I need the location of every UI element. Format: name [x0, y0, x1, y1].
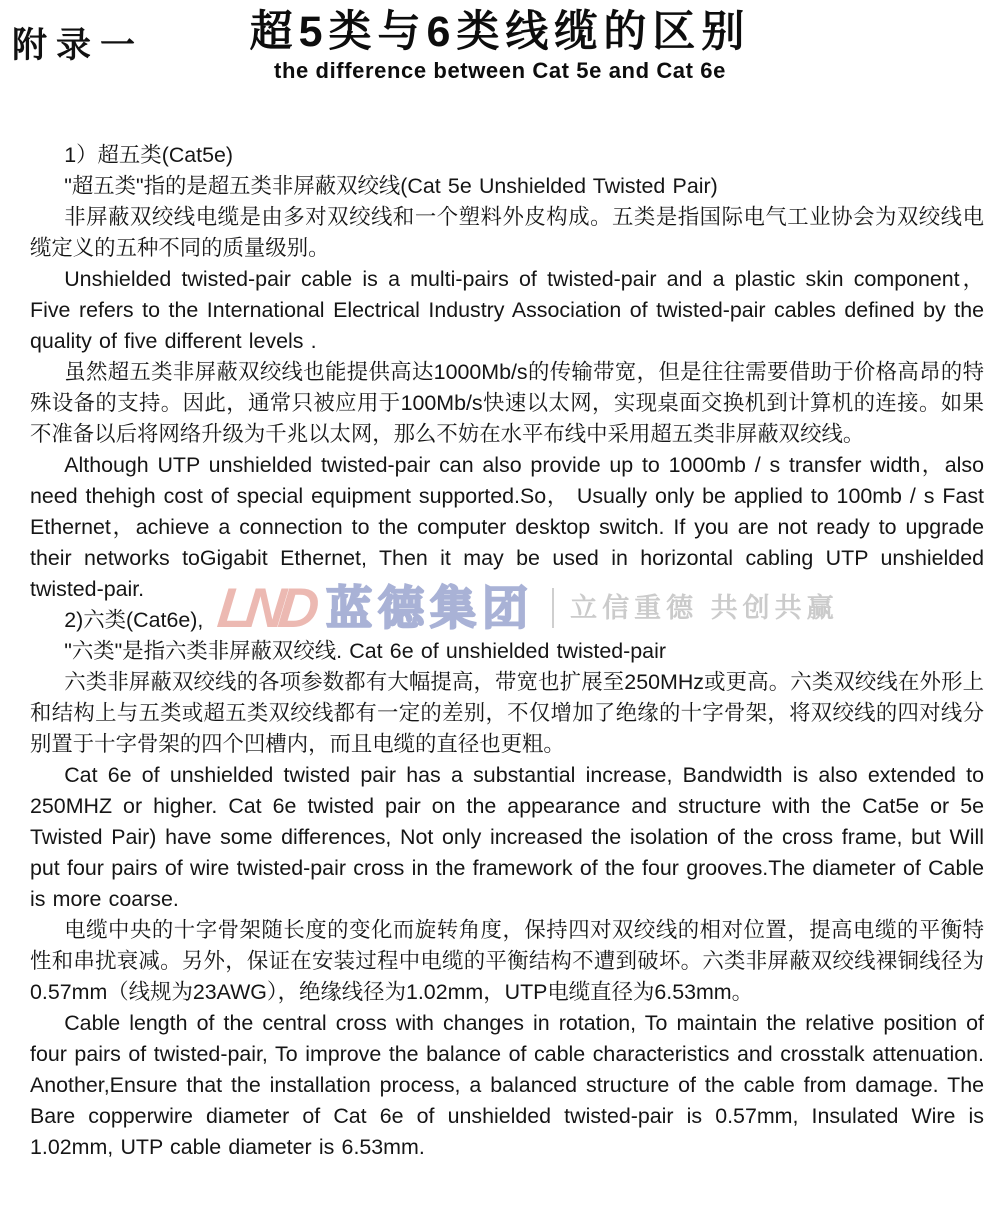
page-title: 超5类与6类线缆的区别	[249, 8, 751, 56]
paragraph-5: 虽然超五类非屏蔽双绞线也能提供高达1000Mb/s的传输带宽，但是往往需要借助于价格高昂的特殊设备的支持。因此，通常只被应用于100Mb/s快速以太网，实现桌面交换机到计算机的连接。如果不准备以后将网络升级为千兆以太网，那么不妨在水平布线中采用超五类非屏蔽双绞线。	[30, 360, 984, 446]
paragraph-8: "六类"是指六类非屏蔽双绞线. Cat 6e of unshielded twisted-pair	[64, 639, 666, 663]
document-body	[30, 140, 984, 1163]
paragraph-1: 1）超五类(Cat5e)	[64, 143, 234, 167]
paragraph-3: 非屏蔽双绞线电缆是由多对双绞线和一个塑料外皮构成。五类是指国际电气工业协会为双绞线电缆定义的五种不同的质量级别。	[30, 205, 984, 260]
paragraph-12: Cable length of the central cross with changes in rotation, To maintain the relative position of four pairs of twisted-pair, To improve the balance of cable characteristics and crosstalk attenuation. Another,Ensure that the installation process, a balanced structure of the cable from damage. The Bare copperwire diameter of Cat 6e of unshielded twisted-pair is 0.57mm, Insulated Wire is 1.02mm, UTP cable diameter is 6.53mm.	[30, 1011, 984, 1159]
title-block	[0, 8, 1000, 84]
page-subtitle: the difference between Cat 5e and Cat 6e	[274, 58, 726, 84]
paragraph-4: Unshielded twisted-pair cable is a multi-pairs of twisted-pair and a plastic skin component，Five refers to the International Electrical Industry Association of twisted-pair cables defined by the quality of five different levels .	[30, 267, 984, 353]
appendix-label: 附录一	[12, 26, 145, 65]
paragraph-2: "超五类"指的是超五类非屏蔽双绞线(Cat 5e Unshielded Twisted Pair)	[64, 174, 718, 198]
watermark-tagline: 立信重德 共创共赢	[570, 592, 839, 623]
watermark-brand-text: 蓝德集团	[326, 582, 535, 634]
paragraph-9: 六类非屏蔽双绞线的各项参数都有大幅提高，带宽也扩展至250MHz或更高。六类双绞线在外形上和结构上与五类或超五类双绞线都有一定的差别，不仅增加了绝缘的十字骨架，将双绞线的四对线分别置于十字骨架的四个凹槽内，而且电缆的直径也更粗。	[30, 670, 984, 756]
paragraph-11: 电缆中央的十字骨架随长度的变化而旋转角度，保持四对双绞线的相对位置，提高电缆的平衡特性和串扰衰减。另外，保证在安装过程中电缆的平衡结构不遭到破坏。六类非屏蔽双绞线裸铜线径为0.57mm（线规为23AWG），绝缘线径为1.02mm，UTP电缆直径为6.53mm。	[30, 918, 984, 1004]
paragraph-6: Although UTP unshielded twisted-pair can also provide up to 1000mb / s transfer width，also need thehigh cost of special equipment supported.So， Usually only be applied to 100mb / s Fast Ethernet，achieve a connection to the computer desktop switch. If you are not ready to upgrade their networks toGigabit Ethernet, Then it may be used in horizontal cabling UTP unshielded twisted-pair.	[30, 453, 984, 601]
paragraph-7: 2)六类(Cat6e),	[64, 608, 204, 632]
watermark-logo: LND	[214, 576, 316, 639]
page-header	[0, 0, 1000, 100]
paragraph-10: Cat 6e of unshielded twisted pair has a substantial increase, Bandwidth is also extended to 250MHZ or higher. Cat 6e twisted pair on the appearance and structure with the Cat5e or 5e Twisted Pair) have some differences, Not only increased the isolation of the cross frame, but Will put four pairs of wire twisted-pair cross in the framework of the four grooves.The diameter of Cable is more coarse.	[30, 763, 984, 911]
